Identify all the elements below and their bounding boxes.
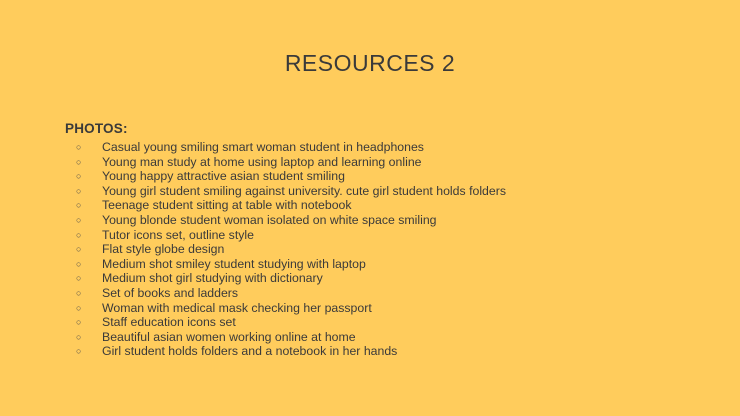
list-item-text: Medium shot girl studying with dictionary [102,271,323,286]
bullet-icon: ○ [76,287,82,298]
bullet-icon: ○ [76,273,82,284]
bullet-icon: ○ [76,302,82,313]
list-item-text: Teenage student sitting at table with notebook [102,198,352,213]
list-item-text: Beautiful asian women working online at home [102,329,356,344]
bullet-icon: ○ [76,229,82,240]
list-item-text: Medium shot smiley student studying with laptop [102,256,366,271]
bullet-icon: ○ [76,331,82,342]
list-item-text: Young man study at home using laptop and learning online [102,154,422,169]
bullet-icon: ○ [76,317,82,328]
bullet-icon: ○ [76,214,82,225]
list-item-text: Girl student holds folders and a notebook in her hands [102,344,398,359]
bullet-icon: ○ [76,258,82,269]
bullet-icon: ○ [76,346,82,357]
bullet-icon: ○ [76,185,82,196]
bullet-icon: ○ [76,171,82,182]
list-item-text: Staff education icons set [102,315,236,330]
list-item-text: Casual young smiling smart woman student in headphones [102,140,424,154]
list-item-text: Set of books and ladders [102,285,239,300]
list-item-text: Tutor icons set, outline style [102,227,254,242]
list-item-text: Flat style globe design [102,242,225,257]
photos-heading: PHOTOS: [65,121,128,136]
list-item-text: Woman with medical mask checking her passport [102,300,372,315]
list-item-text: Young blonde student woman isolated on white space smiling [102,212,437,227]
slide-title: RESOURCES 2 [284,50,456,76]
bullet-icon: ○ [76,142,82,152]
bullet-icon: ○ [76,244,82,255]
list-item-text: Young happy attractive asian student smiling [102,169,345,184]
list-item-text: Young girl student smiling against university. cute girl student holds folders [102,183,506,198]
bullet-icon: ○ [76,156,82,167]
bullet-icon: ○ [76,200,82,211]
